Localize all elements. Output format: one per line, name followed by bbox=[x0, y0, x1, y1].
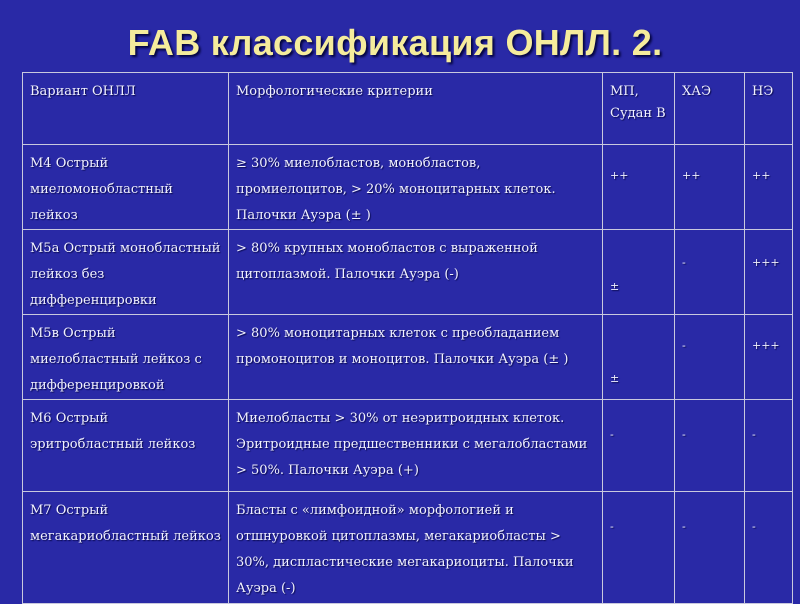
mp-cell: ++ bbox=[603, 145, 675, 230]
table-row bbox=[23, 230, 793, 315]
header-mp-sudan: МП, Судан В bbox=[603, 73, 675, 145]
criteria-cell: ≥ 30% миелобластов, монобластов, промиелоцитов, > 20% моноцитарных клеток. Палочки Ауэра (± ) bbox=[229, 145, 603, 230]
mp-cell: ± bbox=[603, 315, 675, 400]
table-row bbox=[23, 145, 793, 230]
ne-cell: +++ bbox=[745, 315, 793, 400]
variant-cell: М5в Острый миелобластный лейкоз с дифференцировкой bbox=[23, 315, 229, 400]
chae-cell: ++ bbox=[675, 145, 745, 230]
mp-cell: ± bbox=[603, 230, 675, 315]
table-row bbox=[23, 315, 793, 400]
variant-cell: М4 Острый миеломонобластный лейкоз bbox=[23, 145, 229, 230]
ne-cell: - bbox=[745, 400, 793, 492]
ne-cell: - bbox=[745, 492, 793, 604]
chae-cell: - bbox=[675, 492, 745, 604]
ne-cell: +++ bbox=[745, 230, 793, 315]
fab-classification-table bbox=[22, 72, 793, 604]
table-row bbox=[23, 492, 793, 604]
header-variant: Вариант ОНЛЛ bbox=[23, 73, 229, 145]
table-row bbox=[23, 400, 793, 492]
chae-cell: - bbox=[675, 400, 745, 492]
mp-cell: - bbox=[603, 492, 675, 604]
criteria-cell: > 80% моноцитарных клеток с преобладанием промоноцитов и моноцитов. Палочки Ауэра (± ) bbox=[229, 315, 603, 400]
table-header-row bbox=[23, 73, 793, 145]
header-ne: НЭ bbox=[745, 73, 793, 145]
criteria-cell: Миелобласты > 30% от неэритроидных клеток. Эритроидные предшественники с мегалобластами > 50%. Палочки Ауэра (+) bbox=[229, 400, 603, 492]
header-chae: ХАЭ bbox=[675, 73, 745, 145]
variant-cell: М5а Острый монобластный лейкоз без дифференцировки bbox=[23, 230, 229, 315]
variant-cell: М7 Острый мегакариобластный лейкоз bbox=[23, 492, 229, 604]
mp-cell: - bbox=[603, 400, 675, 492]
header-criteria: Морфологические критерии bbox=[229, 73, 603, 145]
variant-cell: М6 Острый эритробластный лейкоз bbox=[23, 400, 229, 492]
chae-cell: - bbox=[675, 315, 745, 400]
criteria-cell: > 80% крупных монобластов с выраженной цитоплазмой. Палочки Ауэра (-) bbox=[229, 230, 603, 315]
chae-cell: - bbox=[675, 230, 745, 315]
criteria-cell: Бласты с «лимфоидной» морфологией и отшнуровкой цитоплазмы, мегакариобласты > 30%, диспластические мегакариоциты. Палочки Ауэра (-) bbox=[229, 492, 603, 604]
ne-cell: ++ bbox=[745, 145, 793, 230]
slide-title: FAB классификация ОНЛЛ. 2. bbox=[127, 22, 663, 63]
